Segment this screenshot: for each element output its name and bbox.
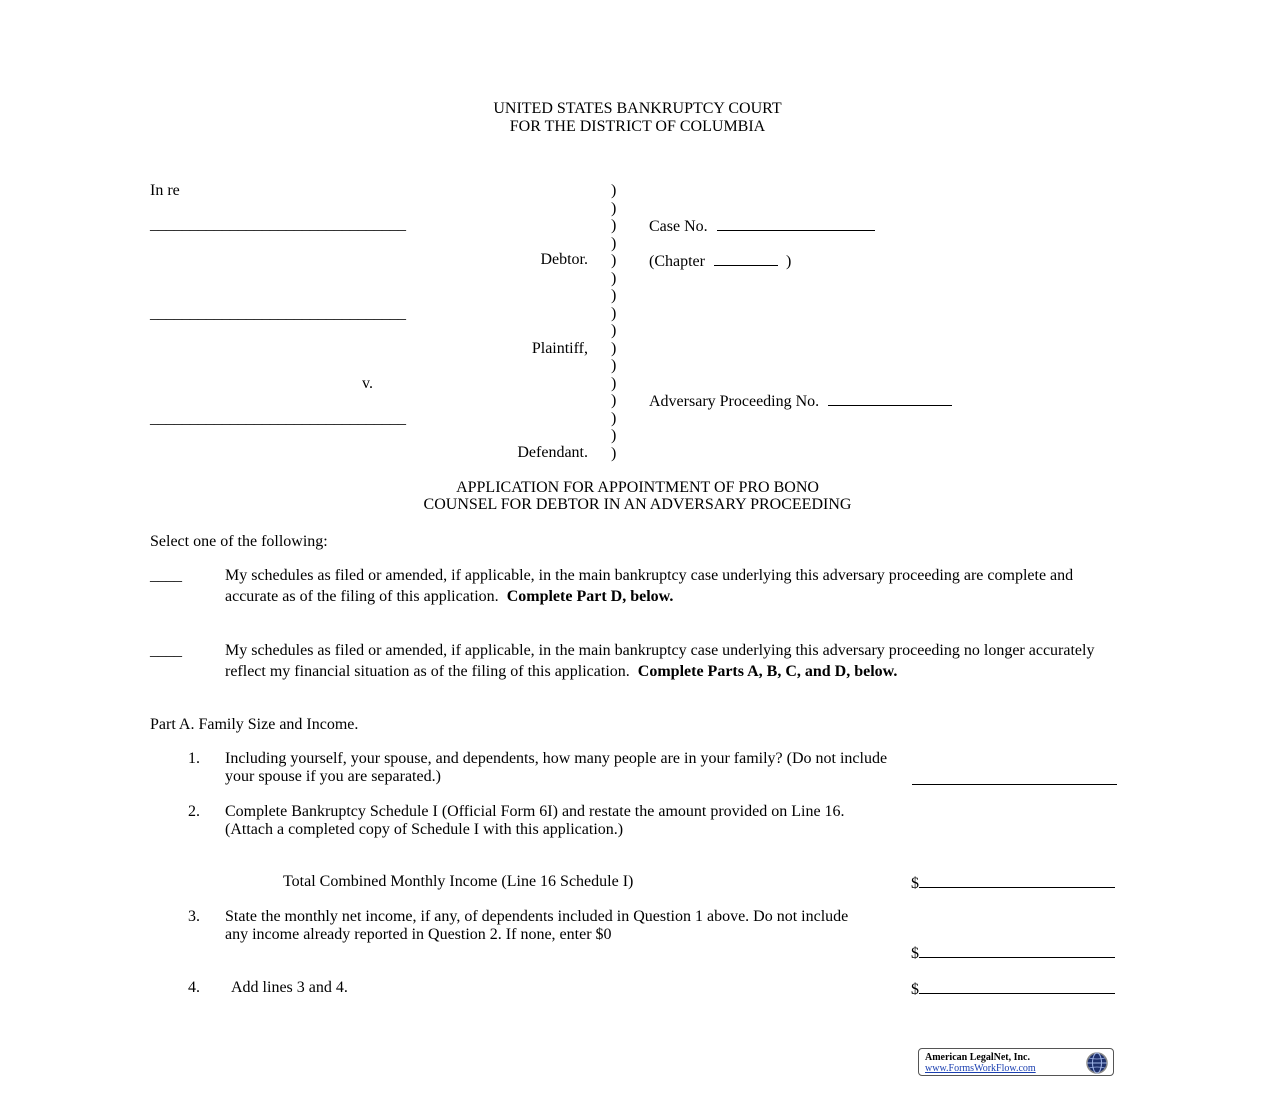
question2-text: Complete Bankruptcy Schedule I (Official Form 6I) and restate the amount provided on Line 16. (Attach a completed copy of Schedule I with this application.) xyxy=(225,803,845,838)
option1-text xyxy=(225,566,1100,607)
chapter-field xyxy=(649,251,791,271)
total-income-blank[interactable] xyxy=(919,873,1115,888)
court-name: UNITED STATES BANKRUPTCY COURT xyxy=(493,100,782,117)
plaintiff-name-line[interactable]: ________________________________ xyxy=(150,305,406,322)
paren: ) xyxy=(611,392,617,409)
paren: ) xyxy=(611,339,617,357)
dependents-income-field xyxy=(911,943,1115,963)
debtor-name-line[interactable]: ________________________________ xyxy=(150,216,406,233)
defendant-name-line[interactable]: ________________________________ xyxy=(150,410,406,427)
globe-icon xyxy=(1085,1051,1109,1075)
sum-income-blank[interactable] xyxy=(919,979,1115,994)
paren: ) xyxy=(611,269,617,287)
plaintiff-label: Plaintiff, xyxy=(531,340,588,357)
total-income-field xyxy=(911,873,1115,893)
paren: ) xyxy=(611,217,617,234)
question4-number: 4. xyxy=(188,979,200,996)
defendant-label: Defendant. xyxy=(517,444,588,461)
paren: ) xyxy=(611,427,617,444)
part-a-heading: Part A. Family Size and Income. xyxy=(150,716,359,733)
option2-instruction: Complete Parts A, B, C, and D, below. xyxy=(637,662,898,680)
paren: ) xyxy=(611,304,617,322)
option1-checkbox-blank[interactable]: ____ xyxy=(150,567,182,584)
option1-instruction: Complete Part D, below. xyxy=(506,587,674,605)
paren: ) xyxy=(611,252,617,269)
question4-text: Add lines 3 and 4. xyxy=(231,979,348,996)
paren: ) xyxy=(611,444,617,462)
paren: ) xyxy=(611,287,617,304)
option1-statement: My schedules as filed or amended, if applicable, in the main bankruptcy case underlying this adversary proceeding are complete and accurate as of the filing of this application. xyxy=(225,567,1074,605)
paren: ) xyxy=(611,182,617,199)
paren: ) xyxy=(611,409,617,427)
case-number-field xyxy=(649,216,875,236)
chapter-label: (Chapter xyxy=(649,253,705,270)
debtor-label: Debtor. xyxy=(540,251,588,268)
application-title-line1: APPLICATION FOR APPOINTMENT OF PRO BONO xyxy=(456,479,819,496)
dollar-sign: $ xyxy=(911,981,919,998)
application-title-line2: COUNSEL FOR DEBTOR IN AN ADVERSARY PROCEEDING xyxy=(423,496,852,513)
logo-website-link[interactable]: www.FormsWorkFlow.com xyxy=(925,1063,1036,1074)
sum-income-field xyxy=(911,979,1115,999)
paren: ) xyxy=(611,199,617,217)
legalnet-logo-badge[interactable] xyxy=(918,1048,1114,1076)
paren: ) xyxy=(611,374,617,392)
select-instruction: Select one of the following: xyxy=(150,533,328,550)
option2-statement: My schedules as filed or amended, if applicable, in the main bankruptcy case underlying this adversary proceeding no longer accurately reflect my financial situation as of the filing of this application. xyxy=(225,642,1095,680)
court-district: FOR THE DISTRICT OF COLUMBIA xyxy=(509,118,766,135)
in-re-label: In re xyxy=(150,182,180,199)
logo-company-name: American LegalNet, Inc. xyxy=(925,1052,1030,1063)
question1-number: 1. xyxy=(188,750,200,767)
adversary-number-blank[interactable] xyxy=(828,391,952,406)
question3-number: 3. xyxy=(188,908,200,925)
question1-answer-blank[interactable] xyxy=(912,770,1117,785)
total-income-label: Total Combined Monthly Income (Line 16 Schedule I) xyxy=(283,873,634,890)
paren: ) xyxy=(611,234,617,252)
question1-text: Including yourself, your spouse, and dependents, how many people are in your family? (Do not include your spouse if you are separated.) xyxy=(225,750,888,785)
option2-checkbox-blank[interactable]: ____ xyxy=(150,642,182,659)
chapter-blank[interactable] xyxy=(714,251,778,266)
case-number-blank[interactable] xyxy=(717,216,875,231)
dependents-income-blank[interactable] xyxy=(919,943,1115,958)
paren: ) xyxy=(611,357,617,374)
question2-number: 2. xyxy=(188,803,200,820)
adversary-number-field xyxy=(649,391,952,411)
dollar-sign: $ xyxy=(911,875,919,892)
chapter-close-paren: ) xyxy=(785,253,792,270)
dollar-sign: $ xyxy=(911,945,919,962)
case-number-label: Case No. xyxy=(649,218,708,235)
versus-label: v. xyxy=(362,375,373,392)
paren: ) xyxy=(611,322,617,339)
question3-text: State the monthly net income, if any, of dependents included in Question 1 above. Do not include any income already reported in Question 2. If none, enter $0 xyxy=(225,908,849,943)
option2-text xyxy=(225,641,1100,682)
adversary-number-label: Adversary Proceeding No. xyxy=(649,393,820,410)
